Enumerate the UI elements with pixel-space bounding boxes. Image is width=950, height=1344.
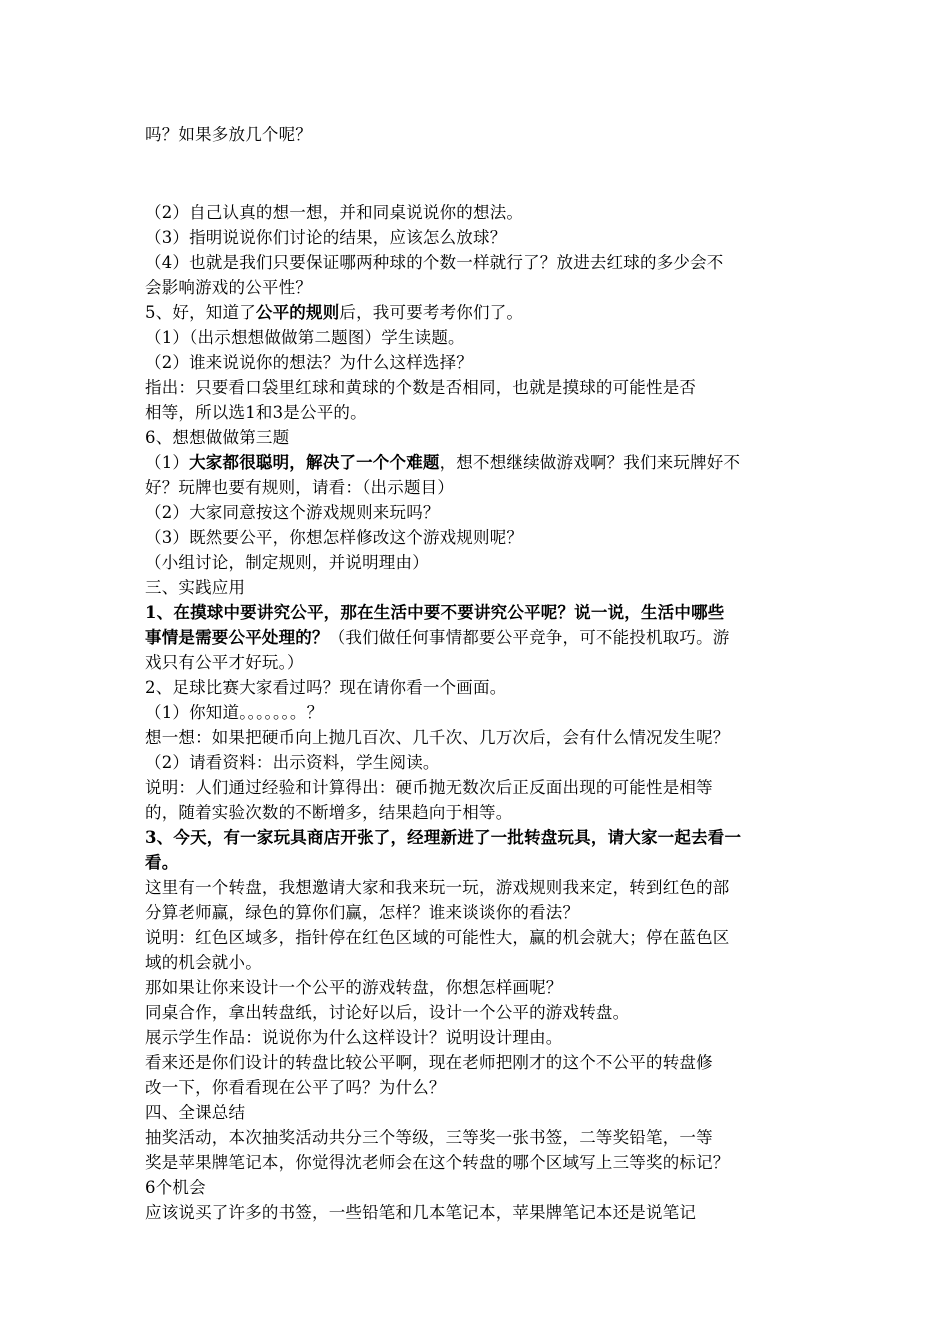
text-run: 的，随着实验次数的不断增多，结果趋向于相等。 <box>145 803 513 822</box>
text-run: 那如果让你来设计一个公平的游戏转盘，你想怎样画呢？ <box>145 978 563 997</box>
bold-text: 大家都很聪明，解决了一个个难题 <box>189 453 440 472</box>
text-line <box>145 651 304 675</box>
text-line <box>145 276 312 300</box>
text-line <box>145 401 367 425</box>
text-run: ，想不想继续做游戏啊？我们来玩牌好不 <box>439 453 741 472</box>
text-run: 应该说买了许多的书签，一些铅笔和几本笔记本，苹果牌笔记本还是说笔记 <box>145 1203 697 1222</box>
text-line <box>145 801 512 825</box>
text-run: 2、足球比赛大家看过吗？现在请你看一个画面。 <box>145 678 507 697</box>
text-line <box>145 926 730 950</box>
text-line <box>145 301 523 325</box>
bold-text: 3、今天，有一家玩具商店开张了，经理新进了一批转盘玩具，请大家一起去看一 <box>145 828 742 847</box>
text-line <box>145 526 523 550</box>
text-run: 指出：只要看口袋里红球和黄球的个数是否相同，也就是摸球的可能性是否 <box>145 378 697 397</box>
text-line <box>145 726 730 750</box>
bold-text: 1、在摸球中要讲究公平，那在生活中要不要讲究公平呢？说一说，生活中哪些 <box>145 603 725 622</box>
text-line <box>145 1126 713 1150</box>
text-line <box>145 951 262 975</box>
bold-text: 事情是需要公平处理的？ <box>145 628 329 647</box>
text-line <box>145 1051 713 1075</box>
text-run: （小组讨论，制定规则，并说明理由） <box>145 553 429 572</box>
text-run: （3）指明说说你们讨论的结果，应该怎么放球？ <box>145 228 507 247</box>
text-line <box>145 451 740 475</box>
text-line <box>145 226 506 250</box>
text-run: （1）（出示想想做做第二题图）学生读题。 <box>145 328 465 347</box>
text-line <box>145 776 713 800</box>
text-run: 四、全课总结 <box>145 1103 246 1122</box>
text-run: 后，我可要考考你们了。 <box>339 303 524 322</box>
text-run: （1）你知道。。。。。。。？ <box>145 703 324 722</box>
text-line <box>145 1076 446 1100</box>
text-run: 会影响游戏的公平性？ <box>145 278 312 297</box>
text-run: （2）谁来说说你的想法？为什么这样选择？ <box>145 353 473 372</box>
text-run: （我们做任何事情都要公平竞争，可不能投机取巧。游 <box>328 628 730 647</box>
text-line <box>145 501 440 525</box>
text-line <box>145 551 429 575</box>
text-run: 6、想想做做第三题 <box>145 428 290 447</box>
text-line <box>145 901 579 925</box>
text-run: 想一想：如果把硬币向上抛几百次、几千次、几万次后，会有什么情况发生呢？ <box>145 728 730 747</box>
text-line <box>145 751 440 775</box>
text-line <box>145 1101 245 1125</box>
text-run: 同桌合作，拿出转盘纸，讨论好以后，设计一个公平的游戏转盘。 <box>145 1003 630 1022</box>
text-line <box>145 1201 696 1225</box>
text-run: （2）请看资料：出示资料，学生阅读。 <box>145 753 440 772</box>
text-run: 好？玩牌也要有规则，请看：（出示题目） <box>145 478 455 497</box>
text-line <box>145 201 523 225</box>
text-line <box>145 123 312 147</box>
text-run: 抽奖活动，本次抽奖活动共分三个等级，三等奖一张书签，二等奖铅笔，一等 <box>145 1128 713 1147</box>
text-run: 这里有一个转盘，我想邀请大家和我来玩一玩，游戏规则我来定，转到红色的部 <box>145 878 730 897</box>
text-line <box>145 676 506 700</box>
text-line <box>145 876 730 900</box>
text-run: （2）大家同意按这个游戏规则来玩吗？ <box>145 503 440 522</box>
text-line <box>145 351 473 375</box>
text-line <box>145 826 741 850</box>
text-run: 奖是苹果牌笔记本，你觉得沈老师会在这个转盘的哪个区域写上三等奖的标记？ <box>145 1153 730 1172</box>
text-run: 相等，所以选1和3是公平的。 <box>145 403 367 422</box>
text-line <box>145 426 289 450</box>
text-run: 6个机会 <box>145 1178 206 1197</box>
text-line <box>145 1026 563 1050</box>
text-run: 域的机会就小。 <box>145 953 262 972</box>
text-line <box>145 476 454 500</box>
text-run: 5、好，知道了 <box>145 303 256 322</box>
text-line <box>145 701 323 725</box>
text-line <box>145 601 724 625</box>
bold-text: 公平的规则 <box>255 303 340 322</box>
text-run: 说明：红色区域多，指针停在红色区域的可能性大，赢的机会就大；停在蓝色区 <box>145 928 730 947</box>
text-run: 展示学生作品：说说你为什么这样设计？说明设计理由。 <box>145 1028 563 1047</box>
text-run: （3）既然要公平，你想怎样修改这个游戏规则呢？ <box>145 528 524 547</box>
text-line <box>145 326 465 350</box>
text-run: （2）自己认真的想一想，并和同桌说说你的想法。 <box>145 203 524 222</box>
text-line <box>145 851 178 875</box>
text-line <box>145 1001 629 1025</box>
text-run: 戏只有公平才好玩。） <box>145 653 304 672</box>
text-run: 三、实践应用 <box>145 578 246 597</box>
text-line <box>145 576 245 600</box>
text-line <box>145 976 563 1000</box>
bold-text: 看。 <box>145 853 179 872</box>
text-line <box>145 1176 206 1200</box>
text-line <box>145 376 696 400</box>
text-run: 看来还是你们设计的转盘比较公平啊，现在老师把刚才的这个不公平的转盘修 <box>145 1053 713 1072</box>
text-run: 吗？如果多放几个呢？ <box>145 125 312 144</box>
text-run: 改一下，你看看现在公平了吗？为什么？ <box>145 1078 446 1097</box>
text-run: （1） <box>145 453 190 472</box>
text-run: 说明：人们通过经验和计算得出：硬币抛无数次后正反面出现的可能性是相等 <box>145 778 713 797</box>
text-line <box>145 251 724 275</box>
text-run: 分算老师赢，绿色的算你们赢，怎样？谁来谈谈你的看法？ <box>145 903 580 922</box>
text-line <box>145 1151 730 1175</box>
text-run: （4）也就是我们只要保证哪两种球的个数一样就行了？放进去红球的多少会不 <box>145 253 724 272</box>
text-line <box>145 626 730 650</box>
